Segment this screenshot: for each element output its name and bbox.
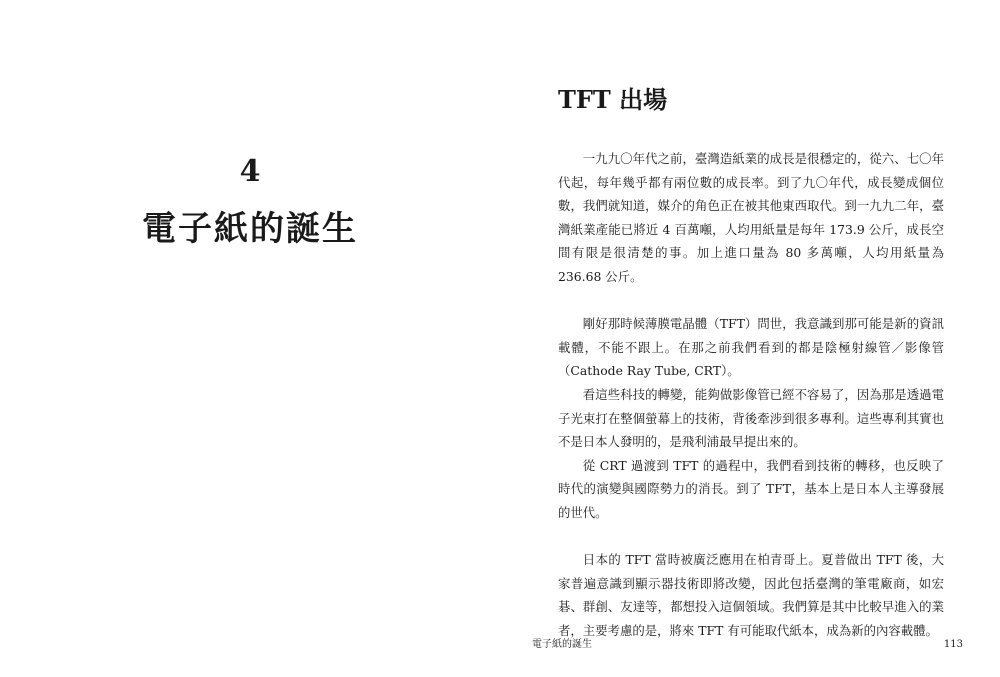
section-title: TFT 出場 [558, 85, 668, 114]
paragraph: 剛好那時候薄膜電晶體（TFT）問世，我意識到那可能是新的資訊載體，不能不跟上。在那之前我們看到的都是陰極射線管／影像管（Cathode Ray Tube, CRT）。 [558, 316, 944, 379]
chapter-title: 電子紙的誕生 [142, 209, 358, 249]
paragraph: 看這些科技的轉變，能夠做影像管已經不容易了，因為那是透過電子光束打在整個螢幕上的技術，背後牽涉到很多專利。這些專利其實也不是日本人發明的，是飛利浦最早提出來的。 [558, 386, 944, 450]
body-text [558, 147, 944, 642]
paragraph: 一九九〇年代之前，臺灣造紙業的成長是很穩定的，從六、七〇年代起，每年幾乎都有兩位數的成長率。到了九〇年代，成長變成個位數，我們就知道，媒介的角色正在被其他東西取代。到一九九二年，臺灣紙業產能已將近 4 百萬噸，人均用紙量是每年 173.9 公斤，成長空間有限是很清楚的事。加上進口量為 80 多萬噸，人均用紙量為 236.68 公斤。 [558, 151, 944, 284]
running-footer-title: 電子紙的誕生 [532, 639, 592, 650]
page-number: 113 [943, 639, 963, 650]
paragraph: 日本的 TFT 當時被廣泛應用在柏青哥上。夏普做出 TFT 後，大家普遍意識到顯示器技術即將改變，因此包括臺灣的筆電廠商，如宏碁、群創、友達等，都想投入這個領域。我們算是其中比較早進入的業者，主要考慮的是，將來 TFT 有可能取代紙本，成為新的內容載體。 [558, 552, 944, 638]
chapter-number: 4 [239, 154, 261, 189]
paragraph: 從 CRT 過渡到 TFT 的過程中，我們看到技術的轉移，也反映了時代的演變與國際勢力的消長。到了 TFT，基本上是日本人主導發展的世代。 [558, 457, 944, 520]
right-page [500, 0, 1000, 677]
